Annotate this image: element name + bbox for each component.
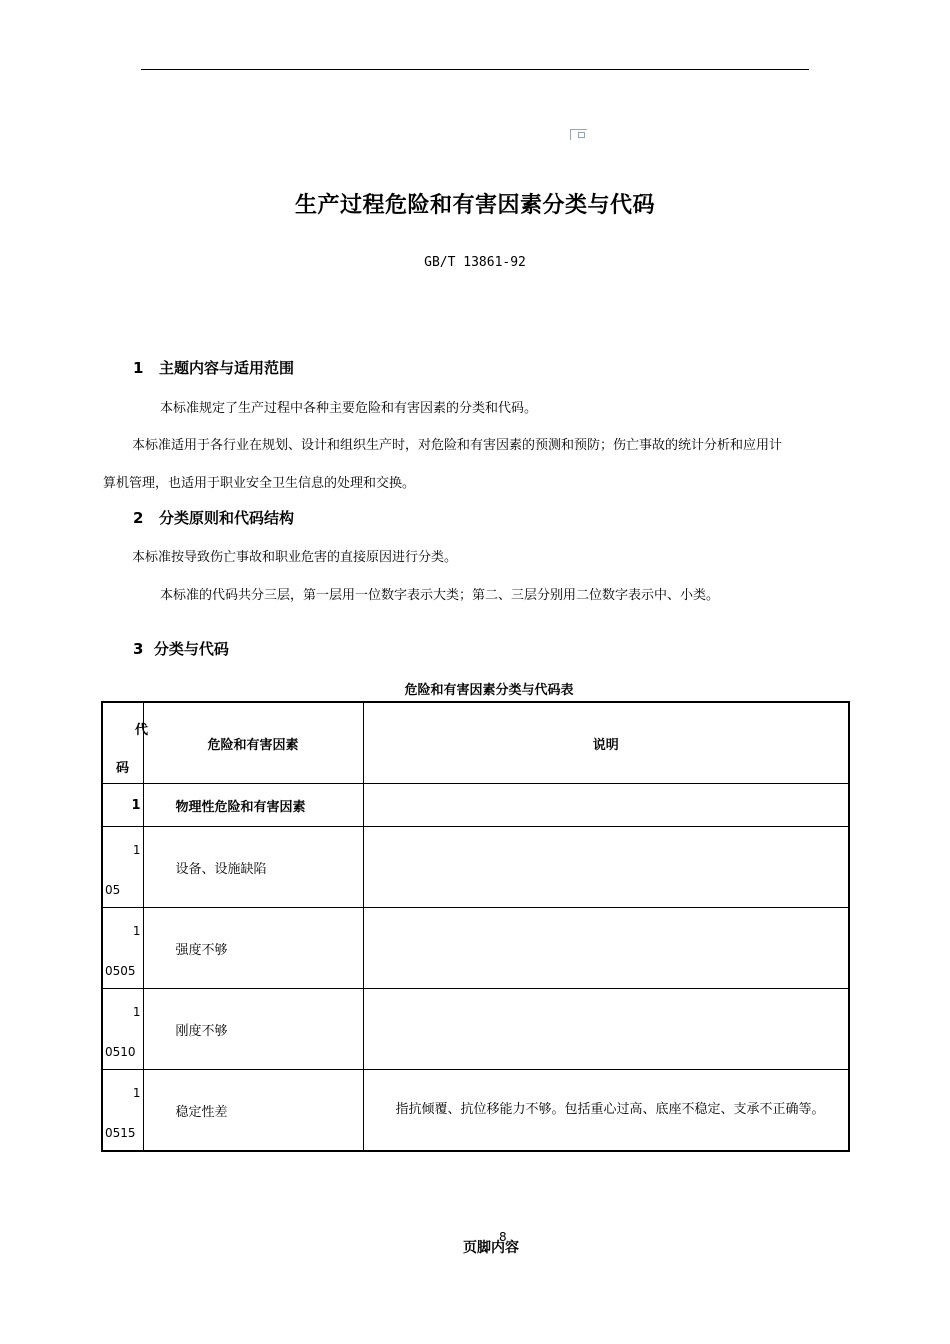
section-number: 3 (133, 640, 144, 658)
section-title: 分类原则和代码结构 (159, 509, 295, 527)
code-top: 1 (132, 843, 141, 857)
section-title: 主题内容与适用范围 (159, 359, 295, 377)
paragraph: 本标准适用于各行业在规划、设计和组织生产时，对危险和有害因素的预测和预防；伤亡事故的统计分析和应用计 (132, 438, 783, 453)
code-value: 1 (131, 798, 141, 813)
code-top: 1 (132, 1005, 141, 1019)
table-row (102, 908, 849, 989)
header-description-cell (363, 702, 849, 784)
code-bottom: 05 (105, 883, 121, 897)
code-cell (102, 784, 143, 827)
factor-cell: 刚度不够 (143, 989, 363, 1070)
table-row (102, 989, 849, 1070)
table-row (102, 827, 849, 908)
paragraph: 算机管理，也适用于职业安全卫生信息的处理和交换。 (103, 476, 416, 491)
description-cell (363, 989, 849, 1070)
factor-cell: 设备、设施缺陷 (143, 827, 363, 908)
paragraph: 本标准的代码共分三层，第一层用一位数字表示大类；第二、三层分别用二位数字表示中、小类。 (160, 588, 720, 603)
code-bottom: 0505 (105, 964, 136, 978)
image-placeholder-icon (570, 129, 587, 140)
code-cell (102, 989, 143, 1070)
header-rule (141, 69, 809, 70)
section-number: 1 (133, 359, 144, 377)
code-top: 1 (132, 924, 141, 938)
factor-cell: 物理性危险和有害因素 (143, 784, 363, 827)
page-number: 8 (499, 1230, 507, 1244)
factor-cell: 稳定性差 (143, 1070, 363, 1152)
section-2-heading (133, 507, 294, 528)
description-cell (363, 1070, 849, 1152)
table-row (102, 1070, 849, 1152)
description-text: 指抗倾覆、抗位移能力不够。包括重心过高、底座不稳定、支承不正确等。 (395, 1102, 825, 1117)
section-title: 分类与代码 (153, 640, 229, 658)
description-cell (363, 827, 849, 908)
header-code-char-2: 码 (116, 761, 130, 776)
header-factor-cell (143, 702, 363, 784)
table-row (102, 784, 849, 827)
code-top: 1 (132, 1086, 141, 1100)
paragraph: 本标准规定了生产过程中各种主要危险和有害因素的分类和代码。 (160, 401, 538, 416)
section-1-heading (133, 357, 294, 378)
header-code-char-1: 代 (135, 723, 149, 738)
header-factor: 危险和有害因素 (207, 737, 299, 753)
header-code-cell (102, 702, 149, 784)
factor-cell: 强度不够 (143, 908, 363, 989)
description-cell (363, 784, 849, 827)
footer-text: 页脚内容 (463, 1240, 519, 1256)
code-cell (102, 1070, 143, 1152)
section-number: 2 (133, 509, 144, 527)
section-3-heading (133, 638, 229, 659)
code-bottom: 0515 (105, 1126, 136, 1140)
description-cell (363, 908, 849, 989)
document-title: 生产过程危险和有害因素分类与代码 (294, 193, 655, 218)
standard-code: GB/T 13861-92 (424, 255, 526, 270)
code-cell (102, 827, 143, 908)
header-description: 说明 (592, 737, 619, 753)
table-caption: 危险和有害因素分类与代码表 (404, 683, 574, 698)
table-header-row (102, 702, 849, 784)
code-bottom: 0510 (105, 1045, 136, 1059)
classification-table (101, 701, 850, 1152)
paragraph: 本标准按导致伤亡事故和职业危害的直接原因进行分类。 (132, 550, 458, 565)
code-cell (102, 908, 143, 989)
